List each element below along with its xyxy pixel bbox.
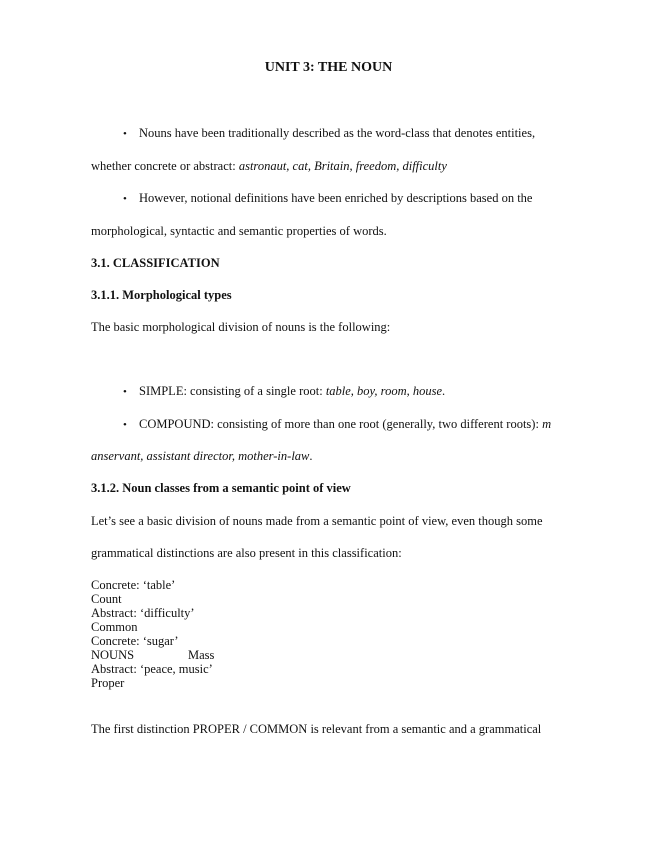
para1-line2-text: whether concrete or abstract: xyxy=(91,159,239,173)
class-concrete-table: Concrete: ‘table’ xyxy=(91,578,176,592)
class-mass: Mass xyxy=(188,648,215,662)
bullet-marker: • xyxy=(123,128,127,140)
bullet-marker: • xyxy=(123,386,127,398)
semantic-intro-line2: grammatical distinctions are also present in this classification: xyxy=(91,546,402,560)
bullet-marker: • xyxy=(123,193,127,205)
para1-line1: Nouns have been traditionally described as the word-class that denotes entities, xyxy=(139,126,536,140)
class-abstract-difficulty: Abstract: ‘difficulty’ xyxy=(91,606,195,620)
simple-definition xyxy=(139,384,445,399)
compound-definition xyxy=(139,417,551,432)
para2-line1: However, notional definitions have been enriched by descriptions based on the xyxy=(139,191,533,205)
class-nouns: NOUNS xyxy=(91,648,135,662)
bullet-marker: • xyxy=(123,419,127,431)
class-concrete-sugar: Concrete: ‘sugar’ xyxy=(91,634,179,648)
morphological-intro: The basic morphological division of nouns is the following: xyxy=(91,320,391,334)
semantic-intro-line1: Let’s see a basic division of nouns made from a semantic point of view, even though some xyxy=(91,514,543,528)
section-heading-classification: 3.1. CLASSIFICATION xyxy=(91,256,220,270)
class-count: Count xyxy=(91,592,122,606)
simple-end: . xyxy=(442,384,446,398)
compound-label: COMPOUND: consisting of more than one root (generally, two different roots): xyxy=(139,417,543,431)
section-heading-semantic-classes: 3.1.2. Noun classes from a semantic point of view xyxy=(91,481,351,495)
section-heading-morphological-types: 3.1.1. Morphological types xyxy=(91,288,232,302)
class-proper: Proper xyxy=(91,676,125,690)
final-paragraph-line: The first distinction PROPER / COMMON is relevant from a semantic and a grammatical xyxy=(91,722,542,736)
simple-label: SIMPLE: consisting of a single root: xyxy=(139,384,326,398)
compound-examples: anservant, assistant director, mother-in-law xyxy=(91,449,310,463)
compound-examples-line xyxy=(91,449,313,464)
para1-line2 xyxy=(91,159,447,174)
para1-examples: astronaut, cat, Britain, freedom, difficulty xyxy=(238,159,447,173)
class-common: Common xyxy=(91,620,138,634)
compound-end: . xyxy=(309,449,313,463)
simple-examples: table, boy, room, house xyxy=(325,384,443,398)
compound-examples-start: m xyxy=(542,417,552,431)
page-title: UNIT 3: THE NOUN xyxy=(264,60,393,75)
para2-line2: morphological, syntactic and semantic properties of words. xyxy=(91,224,387,238)
class-abstract-peace: Abstract: ‘peace, music’ xyxy=(91,662,213,676)
